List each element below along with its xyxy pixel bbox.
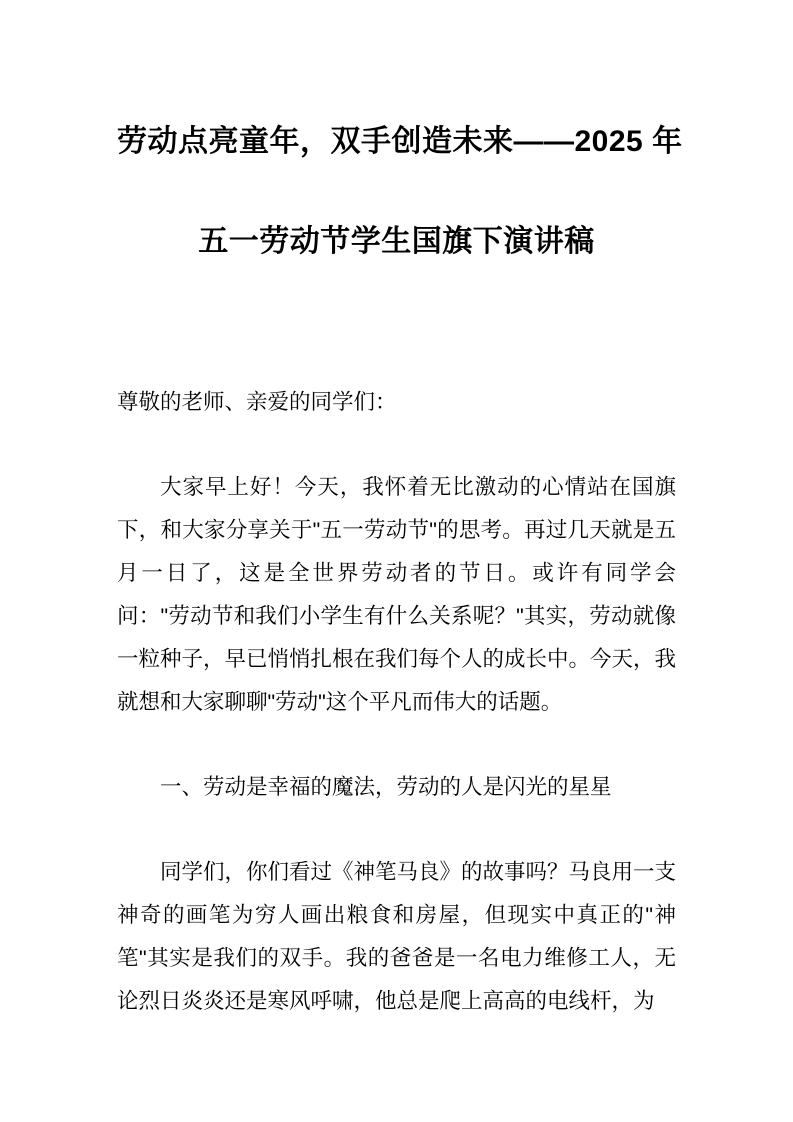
paragraph-intro: 大家早上好！今天，我怀着无比激动的心情站在国旗下，和大家分享关于"五一劳动节"的思考。再过几天就是五月一日了，这是全世界劳动者的节日。或许有同学会问："劳动节和我们小学生有什么关系呢？"其实，劳动就像一粒种子，早已悄悄扎根在我们每个人的成长中。今天，我就想和大家聊聊"劳动"这个平凡而伟大的话题。 <box>117 475 677 714</box>
section-heading-1: 一、劳动是幸福的魔法，劳动的人是闪光的星星 <box>160 775 612 799</box>
document-title-line-1: 劳动点亮童年，双手创造未来——2025 年 <box>117 125 683 158</box>
paragraph-story: 同学们，你们看过《神笔马良》的故事吗？马良用一支神奇的画笔为穷人画出粮食和房屋，但现实中真正的"神笔"其实是我们的双手。我的爸爸是一名电力维修工人，无论烈日炎炎还是寒风呼啸，他总是爬上高高的电线杆，为 <box>117 860 677 1013</box>
document-title <box>117 92 683 292</box>
document-title-line-2: 五一劳动节学生国旗下演讲稿 <box>198 225 595 258</box>
salutation: 尊敬的老师、亲爱的同学们： <box>117 390 397 414</box>
